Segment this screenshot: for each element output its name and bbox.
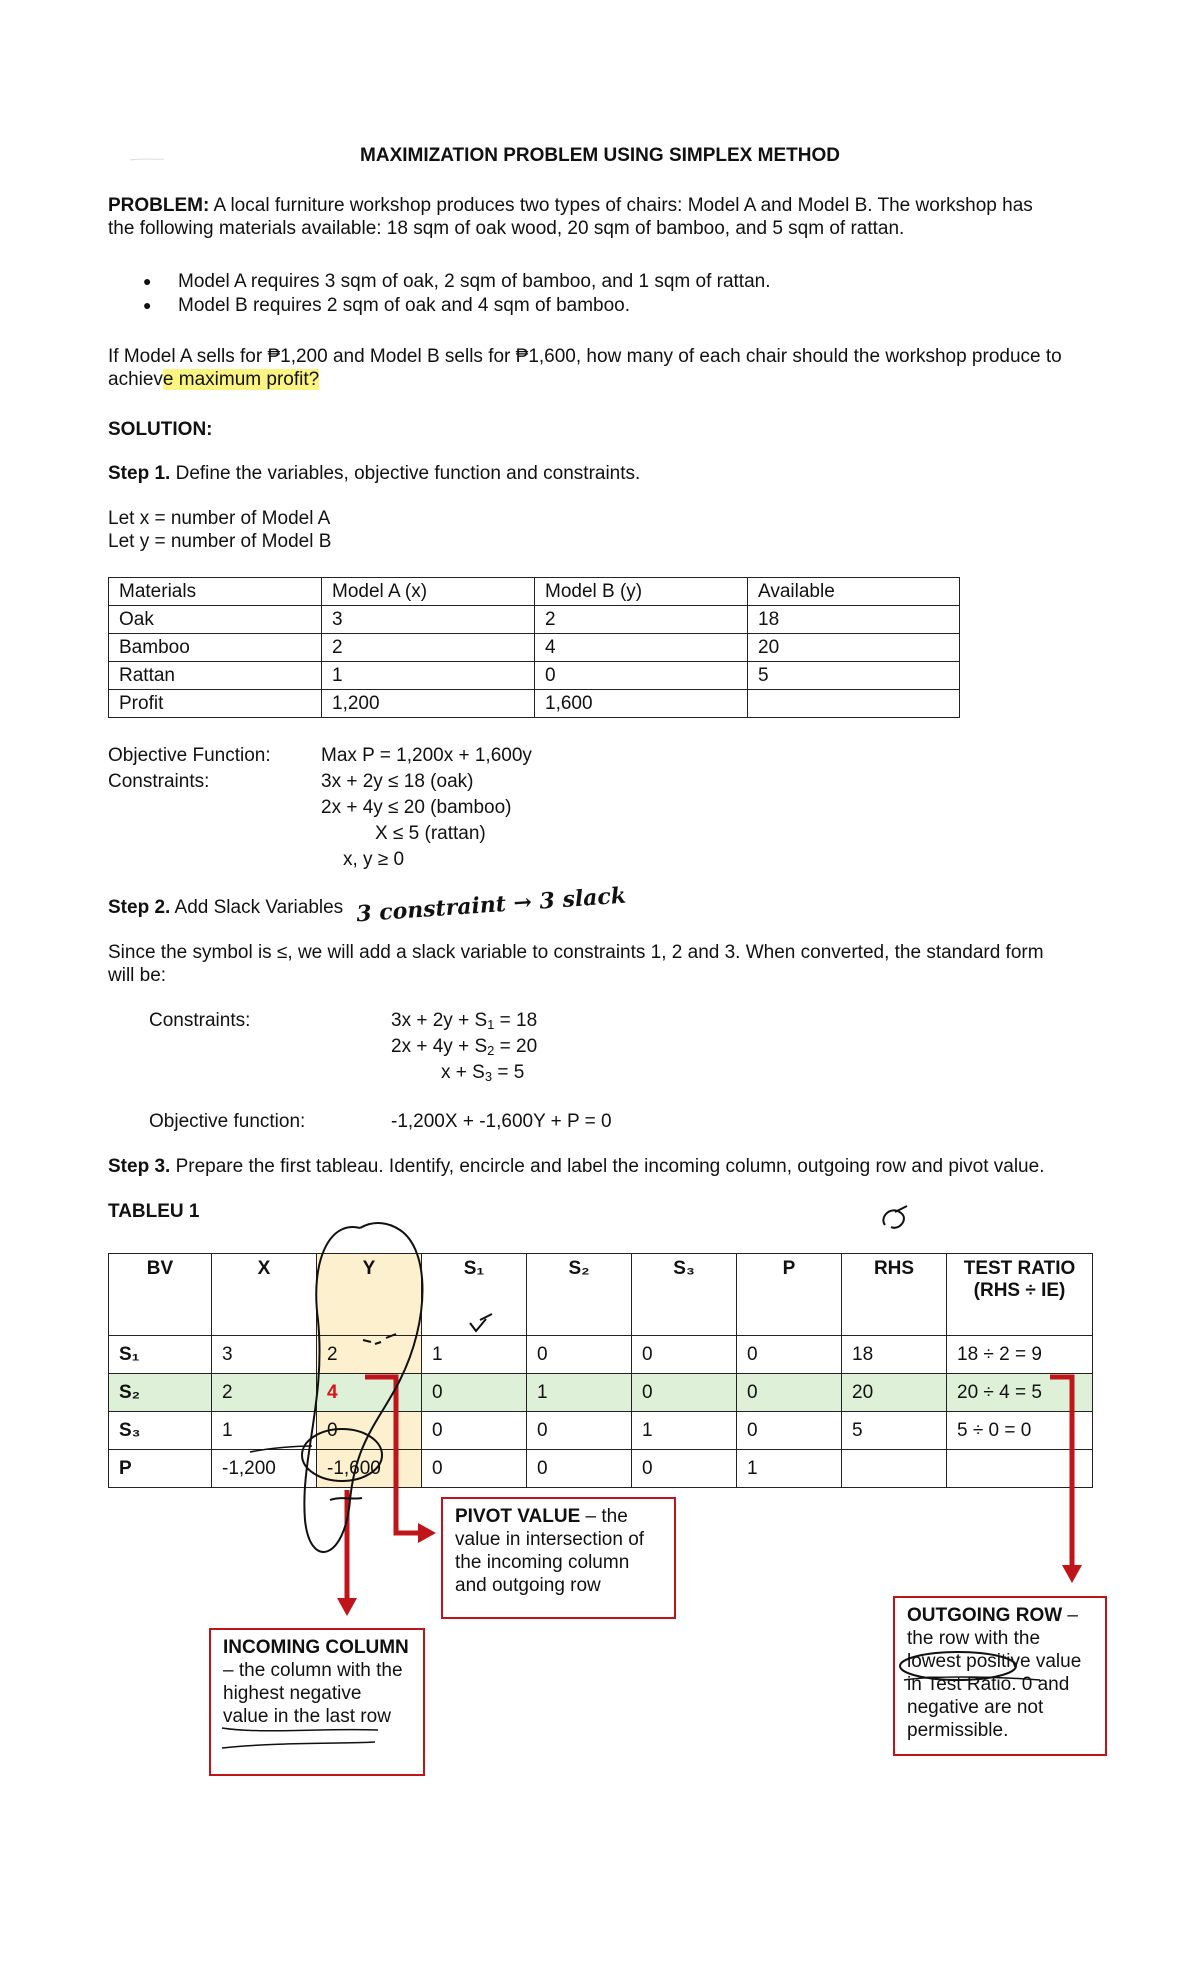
outgoing-arrowhead [1062, 1565, 1082, 1583]
tableau-cell: 0 [527, 1412, 632, 1450]
tableau-header-cell: P [737, 1254, 842, 1336]
standard-eq-1: $3x + 2y + S_1 = 18$ [391, 1010, 538, 1032]
tableau-header-cell: RHS [842, 1254, 947, 1336]
table-cell: 1,200 [322, 690, 535, 718]
tableau-cell: S₁ [109, 1336, 212, 1374]
table-cell: 1 [322, 662, 535, 690]
table-cell: 2 [535, 606, 748, 634]
tableau-cell: 2 [317, 1336, 422, 1374]
tableau-header-cell: S₁ [422, 1254, 527, 1336]
tableau-cell: 0 [737, 1374, 842, 1412]
tableau-row [109, 1412, 1093, 1450]
tableau-cell: 0 [737, 1336, 842, 1374]
tableau-cell: 0 [422, 1374, 527, 1412]
problem-text-1: A local furniture workshop produces two types of chairs: Model A and Model B. The workshop has [209, 195, 1033, 216]
standard-objective-label: Objective function: [149, 1111, 306, 1132]
standard-eq-3: $x + S_3 = 5$ [441, 1062, 525, 1084]
tableau-cell: 0 [317, 1412, 422, 1450]
hand-doodle [883, 1206, 907, 1228]
constraint-1: 3x + 2y ≤ 18 (oak) [321, 771, 474, 792]
tableau-cell: 1 [527, 1374, 632, 1412]
table-row [109, 606, 960, 634]
table-cell: 5 [748, 662, 960, 690]
tableau-cell: 0 [422, 1450, 527, 1488]
tableau-cell: 0 [632, 1374, 737, 1412]
problem-label: PROBLEM: [108, 195, 210, 216]
tableau-header-cell: S₂ [527, 1254, 632, 1336]
tableau-cell: 1 [737, 1450, 842, 1488]
constraint-4: x, y ≥ 0 [343, 849, 405, 870]
table-cell: 0 [535, 662, 748, 690]
problem-line-2: the following materials available: 18 sqm of oak wood, 20 sqm of bamboo, and 5 sqm of rattan. [108, 218, 905, 239]
tableau-cell: 0 [527, 1450, 632, 1488]
tableau-cell: 0 [632, 1450, 737, 1488]
let-x: Let x = number of Model A [108, 508, 331, 529]
materials-table [108, 577, 960, 718]
question-line-1: If Model A sells for ₱1,200 and Model B sells for ₱1,600, how many of each chair should the workshop produce to [108, 346, 1062, 367]
tableau-cell: 1 [212, 1412, 317, 1450]
tableau-cell: S₂ [109, 1374, 212, 1412]
table-cell: Profit [109, 690, 322, 718]
pivot-arrowhead [418, 1523, 436, 1543]
step2-heading: Step 2. Add Slack Variables [108, 897, 344, 918]
problem-line-1 [108, 194, 1108, 217]
standard-objective-value: -1,200X + -1,600Y + P = 0 [391, 1111, 612, 1132]
table-cell: Bamboo [109, 634, 322, 662]
incoming-column-callout: INCOMING COLUMN – the column with the highest negative value in the last row [209, 1628, 425, 1776]
tableau-row [109, 1450, 1093, 1488]
page-title: MAXIMIZATION PROBLEM USING SIMPLEX METHOD [360, 145, 840, 166]
handwritten-note: 3 constraint → 3 slack [355, 882, 627, 928]
highlighted-text: e maximum profit? [162, 369, 320, 390]
tableau-header-cell: Y [317, 1254, 422, 1336]
tableau-cell: 18 ÷ 2 = 9 [947, 1336, 1093, 1374]
outgoing-row-callout: OUTGOING ROW – the row with the lowest positive value in Test Ratio. 0 and negative are not permissible. [893, 1596, 1107, 1756]
standard-constraints-label: Constraints: [149, 1010, 251, 1031]
tableau-cell: 0 [737, 1412, 842, 1450]
incoming-arrowhead [337, 1598, 357, 1616]
table-header-row [109, 578, 960, 606]
constraint-2: 2x + 4y ≤ 20 (bamboo) [321, 797, 512, 818]
simplex-tableau [108, 1253, 1093, 1488]
objective-value: Max P = 1,200x + 1,600y [321, 745, 532, 766]
table-header-cell: Available [748, 578, 960, 606]
problem-paragraph [108, 194, 1108, 240]
tableau-cell: 18 [842, 1336, 947, 1374]
tableau-cell: 0 [632, 1336, 737, 1374]
tableau-cell [842, 1450, 947, 1488]
pivot-value-callout: PIVOT VALUE – the value in intersection of the incoming column and outgoing row [441, 1497, 676, 1619]
tableau-row [109, 1336, 1093, 1374]
tableau-cell: S₃ [109, 1412, 212, 1450]
bullet-icon: ● [143, 273, 152, 289]
table-cell: 1,600 [535, 690, 748, 718]
tableau-header-row [109, 1254, 1093, 1336]
tableau-cell: 2 [212, 1374, 317, 1412]
table-row [109, 690, 960, 718]
tableau-cell [947, 1450, 1093, 1488]
table-row [109, 662, 960, 690]
question-line-2: achieve maximum profit? [108, 369, 320, 390]
table-cell: 18 [748, 606, 960, 634]
question-paragraph [108, 345, 1128, 391]
table-cell: 20 [748, 634, 960, 662]
tableau-header-cell: BV [109, 1254, 212, 1336]
step2-explanation: Since the symbol is ≤, we will add a slack variable to constraints 1, 2 and 3. When converted, the standard form will be: [108, 942, 1044, 986]
solution-label: SOLUTION: [108, 419, 213, 440]
tableau-cell: 5 ÷ 0 = 0 [947, 1412, 1093, 1450]
table-cell: 2 [322, 634, 535, 662]
step1-heading: Step 1. Define the variables, objective function and constraints. [108, 463, 641, 484]
pivot-cell: 4 [317, 1374, 422, 1412]
table-header-cell: Materials [109, 578, 322, 606]
table-cell: 3 [322, 606, 535, 634]
table-cell [748, 690, 960, 718]
table-cell: 4 [535, 634, 748, 662]
tableau-label: TABLEU 1 [108, 1201, 200, 1222]
tableau-cell: -1,600 [317, 1450, 422, 1488]
let-y: Let y = number of Model B [108, 531, 332, 552]
tableau-header-cell: TEST RATIO (RHS ÷ IE) [947, 1254, 1093, 1336]
tableau-cell: 20 [842, 1374, 947, 1412]
bullet-icon: ● [143, 297, 152, 313]
table-row [109, 634, 960, 662]
tableau-cell: P [109, 1450, 212, 1488]
tableau-cell: 0 [527, 1336, 632, 1374]
constraint-3: X ≤ 5 (rattan) [375, 823, 486, 844]
step3-heading: Step 3. Prepare the first tableau. Identify, encircle and label the incoming column, outgoing row and pivot value. [108, 1156, 1045, 1177]
tableau-cell: 0 [422, 1412, 527, 1450]
tableau-cell: 1 [632, 1412, 737, 1450]
hand-stroke [330, 1498, 362, 1500]
standard-eq-2: $2x + 4y + S_2 = 20$ [391, 1036, 538, 1058]
tableau-header-cell: X [212, 1254, 317, 1336]
tableau-cell: 20 ÷ 4 = 5 [947, 1374, 1093, 1412]
tableau-cell: 5 [842, 1412, 947, 1450]
tableau-row-outgoing [109, 1374, 1093, 1412]
table-cell: Rattan [109, 662, 322, 690]
tableau-header-cell: S₃ [632, 1254, 737, 1336]
tableau-cell: 3 [212, 1336, 317, 1374]
tableau-cell: -1,200 [212, 1450, 317, 1488]
table-header-cell: Model A (x) [322, 578, 535, 606]
table-cell: Oak [109, 606, 322, 634]
objective-label: Objective Function: [108, 745, 271, 766]
tableau-cell: 1 [422, 1336, 527, 1374]
table-header-cell: Model B (y) [535, 578, 748, 606]
constraints-label: Constraints: [108, 771, 210, 792]
